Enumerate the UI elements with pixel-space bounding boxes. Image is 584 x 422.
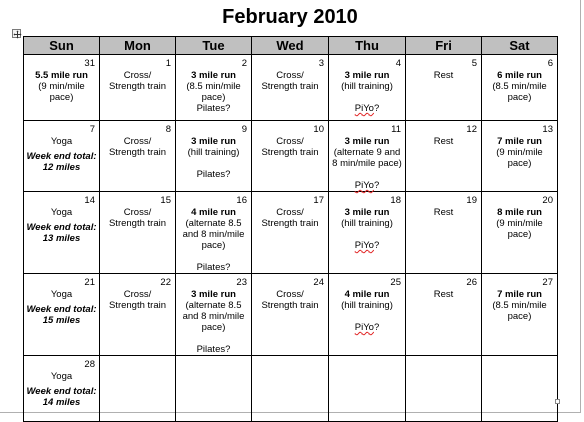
day-number: 24 xyxy=(313,277,324,288)
day-number: 21 xyxy=(84,277,95,288)
day-number: 20 xyxy=(542,195,553,206)
day-number: 19 xyxy=(466,195,477,206)
day-number: 5 xyxy=(471,58,477,69)
day-cell[interactable] xyxy=(406,192,482,274)
run-distance: 5.5 mile run xyxy=(35,70,88,81)
empty-day-cell[interactable] xyxy=(482,356,558,422)
day-number: 13 xyxy=(542,124,553,135)
spacer xyxy=(329,92,405,103)
day-number: 7 xyxy=(89,124,95,135)
activity-detail: Strength train xyxy=(108,300,167,311)
empty-day-cell[interactable] xyxy=(252,356,329,422)
rest-activity: Rest xyxy=(433,289,454,300)
week-row xyxy=(24,356,558,422)
day-cell[interactable] xyxy=(100,274,176,356)
day-cell[interactable] xyxy=(406,121,482,192)
day-cell[interactable] xyxy=(482,121,558,192)
weekday-header-wed: Wed xyxy=(252,37,329,55)
week-row xyxy=(24,121,558,192)
activity-detail: (hill training) xyxy=(341,300,393,311)
optional-piyo: PiYo? xyxy=(354,103,380,114)
day-cell[interactable] xyxy=(482,192,558,274)
weekday-header-fri: Fri xyxy=(406,37,482,55)
day-activity xyxy=(482,55,557,103)
day-number: 31 xyxy=(84,58,95,69)
day-number: 2 xyxy=(241,58,247,69)
activity-detail: Strength train xyxy=(108,218,167,229)
activity-detail: (9 min/mile xyxy=(496,218,543,229)
yoga-activity: Yoga xyxy=(50,207,73,218)
week-total-label: Week end total: xyxy=(26,304,97,315)
activity-detail: pace) xyxy=(507,229,532,240)
weekday-header-thu: Thu xyxy=(329,37,406,55)
day-cell[interactable] xyxy=(176,121,252,192)
optional-piyo: PiYo? xyxy=(354,240,380,251)
week-row xyxy=(24,55,558,121)
activity-detail: pace) xyxy=(507,311,532,322)
activity-detail: pace) xyxy=(507,158,532,169)
activity-detail: pace) xyxy=(201,92,226,103)
activity-detail: Strength train xyxy=(108,81,167,92)
spacer xyxy=(329,169,405,180)
run-distance: 4 mile run xyxy=(191,207,236,218)
day-number: 23 xyxy=(236,277,247,288)
day-cell[interactable] xyxy=(482,274,558,356)
week-total-value: 12 miles xyxy=(42,162,81,173)
activity-detail: (alternate 8.5 xyxy=(185,300,242,311)
optional-piyo: PiYo? xyxy=(354,180,380,191)
spacer xyxy=(329,229,405,240)
activity-detail: Cross/ xyxy=(276,207,304,218)
day-cell[interactable] xyxy=(100,192,176,274)
calendar-table xyxy=(23,36,558,422)
activity-detail: (8.5 min/mile xyxy=(492,300,547,311)
activity-detail: Cross/ xyxy=(123,70,152,81)
activity-detail: (hill training) xyxy=(187,147,240,158)
week-total-value: 13 miles xyxy=(42,233,81,244)
spacer xyxy=(176,333,251,344)
run-distance: 3 mile run xyxy=(191,70,236,81)
activity-detail: Strength train xyxy=(261,81,319,92)
week-total-label: Week end total: xyxy=(26,386,97,397)
day-number: 11 xyxy=(391,124,401,135)
activity-detail: Pilates? xyxy=(196,103,231,114)
spellcheck-word: PiYo xyxy=(354,240,374,251)
week-total-value: 15 miles xyxy=(42,315,81,326)
day-cell[interactable] xyxy=(482,55,558,121)
day-number: 10 xyxy=(313,124,324,135)
week-row xyxy=(24,274,558,356)
day-cell[interactable] xyxy=(176,55,252,121)
activity-detail: (hill training) xyxy=(341,81,393,92)
yoga-activity: Yoga xyxy=(50,371,73,382)
day-number: 4 xyxy=(395,58,401,69)
day-cell[interactable] xyxy=(24,192,100,274)
day-cell[interactable] xyxy=(406,274,482,356)
spacer xyxy=(329,311,405,322)
empty-day-cell[interactable] xyxy=(100,356,176,422)
week-total-label: Week end total: xyxy=(26,151,97,162)
table-resize-handle[interactable] xyxy=(555,399,560,404)
activity-detail: Strength train xyxy=(261,218,319,229)
run-distance: 4 mile run xyxy=(344,289,390,300)
run-distance: 7 mile run xyxy=(497,289,542,300)
weekday-header-sat: Sat xyxy=(482,37,558,55)
activity-detail: Cross/ xyxy=(123,207,152,218)
day-activity xyxy=(100,55,175,92)
day-cell[interactable] xyxy=(252,192,329,274)
activity-detail: (9 min/mile xyxy=(496,147,543,158)
day-number: 18 xyxy=(390,195,401,206)
run-distance: 3 mile run xyxy=(344,70,390,81)
yoga-activity: Yoga xyxy=(50,289,73,300)
day-number: 12 xyxy=(466,124,477,135)
activity-detail: pace) xyxy=(201,322,226,333)
activity-detail: Pilates? xyxy=(196,262,231,273)
day-number: 6 xyxy=(547,58,553,69)
day-number: 25 xyxy=(390,277,401,288)
empty-day-cell[interactable] xyxy=(329,356,406,422)
spacer xyxy=(176,251,251,262)
empty-day-cell[interactable] xyxy=(406,356,482,422)
activity-detail: (alternate 9 and xyxy=(333,147,401,158)
week-total-label: Week end total: xyxy=(26,222,97,233)
activity-detail: (8.5 min/mile xyxy=(492,81,547,92)
day-cell[interactable] xyxy=(100,121,176,192)
spacer xyxy=(176,158,251,169)
activity-detail: Cross/ xyxy=(276,289,304,300)
activity-detail: Cross/ xyxy=(276,70,304,81)
run-distance: 3 mile run xyxy=(191,136,236,147)
day-cell[interactable] xyxy=(24,274,100,356)
activity-detail: pace) xyxy=(507,92,532,103)
run-distance: 3 mile run xyxy=(191,289,236,300)
activity-detail: Cross/ xyxy=(123,136,152,147)
optional-piyo: PiYo? xyxy=(354,322,380,333)
page-title: February 2010 xyxy=(222,6,358,28)
weekday-header-row xyxy=(24,37,558,55)
day-cell[interactable] xyxy=(329,121,406,192)
day-activity xyxy=(329,55,405,114)
day-cell[interactable] xyxy=(252,274,329,356)
run-distance: 7 mile run xyxy=(497,136,542,147)
table-move-handle-icon[interactable] xyxy=(12,29,21,38)
day-cell[interactable] xyxy=(176,192,252,274)
activity-detail: Strength train xyxy=(261,147,319,158)
day-cell[interactable] xyxy=(24,121,100,192)
day-number: 1 xyxy=(165,58,171,69)
day-cell[interactable] xyxy=(176,274,252,356)
activity-detail: and 8 min/mile xyxy=(182,229,245,240)
weekday-header-tue: Tue xyxy=(176,37,252,55)
activity-detail: Strength train xyxy=(108,147,167,158)
week-row xyxy=(24,192,558,274)
rest-activity: Rest xyxy=(433,207,454,218)
activity-detail: and 8 min/mile xyxy=(182,311,245,322)
day-number: 27 xyxy=(542,277,553,288)
rest-activity: Rest xyxy=(433,136,454,147)
spellcheck-word: PiYo xyxy=(354,322,374,333)
day-number: 22 xyxy=(160,277,171,288)
day-activity xyxy=(24,121,99,173)
day-cell[interactable] xyxy=(329,55,406,121)
activity-detail: Cross/ xyxy=(123,289,152,300)
run-distance: 8 mile run xyxy=(497,207,542,218)
day-activity xyxy=(252,55,328,92)
day-number: 15 xyxy=(160,195,171,206)
activity-detail: (8.5 min/mile xyxy=(186,81,241,92)
day-cell[interactable] xyxy=(329,192,406,274)
day-number: 17 xyxy=(313,195,324,206)
day-number: 9 xyxy=(241,124,247,135)
activity-detail: Cross/ xyxy=(276,136,304,147)
spellcheck-word: PiYo xyxy=(354,103,374,114)
day-cell[interactable] xyxy=(24,55,100,121)
weekday-header-sun: Sun xyxy=(24,37,100,55)
weekday-header-mon: Mon xyxy=(100,37,176,55)
activity-detail: pace) xyxy=(201,240,226,251)
day-cell[interactable] xyxy=(100,55,176,121)
run-distance: 6 mile run xyxy=(497,70,542,81)
activity-detail: (alternate 8.5 xyxy=(185,218,242,229)
day-activity xyxy=(176,55,251,114)
day-cell[interactable] xyxy=(252,121,329,192)
page-edge-right xyxy=(580,0,581,412)
activity-detail: (hill training) xyxy=(341,218,393,229)
day-number: 8 xyxy=(165,124,171,135)
spellcheck-word: PiYo xyxy=(354,180,374,191)
activity-detail: 8 min/mile pace) xyxy=(332,158,402,169)
run-distance: 3 mile run xyxy=(344,136,390,147)
activity-detail: Strength train xyxy=(261,300,319,311)
empty-day-cell[interactable] xyxy=(176,356,252,422)
activity-detail: pace) xyxy=(49,92,74,103)
week-total-value: 14 miles xyxy=(42,397,81,408)
run-distance: 3 mile run xyxy=(344,207,390,218)
day-cell[interactable] xyxy=(329,274,406,356)
day-cell[interactable] xyxy=(406,55,482,121)
day-number: 14 xyxy=(84,195,95,206)
activity-detail: Pilates? xyxy=(196,344,231,355)
yoga-activity: Yoga xyxy=(50,136,73,147)
day-cell[interactable] xyxy=(24,356,100,422)
rest-activity: Rest xyxy=(433,70,454,81)
day-activity xyxy=(176,121,251,180)
day-number: 26 xyxy=(466,277,477,288)
activity-detail: Pilates? xyxy=(196,169,231,180)
day-activity xyxy=(406,55,481,81)
day-number: 28 xyxy=(84,359,95,370)
day-cell[interactable] xyxy=(252,55,329,121)
activity-detail: (9 min/mile xyxy=(38,81,85,92)
day-activity xyxy=(100,121,175,158)
day-number: 16 xyxy=(236,195,247,206)
day-number: 3 xyxy=(318,58,324,69)
